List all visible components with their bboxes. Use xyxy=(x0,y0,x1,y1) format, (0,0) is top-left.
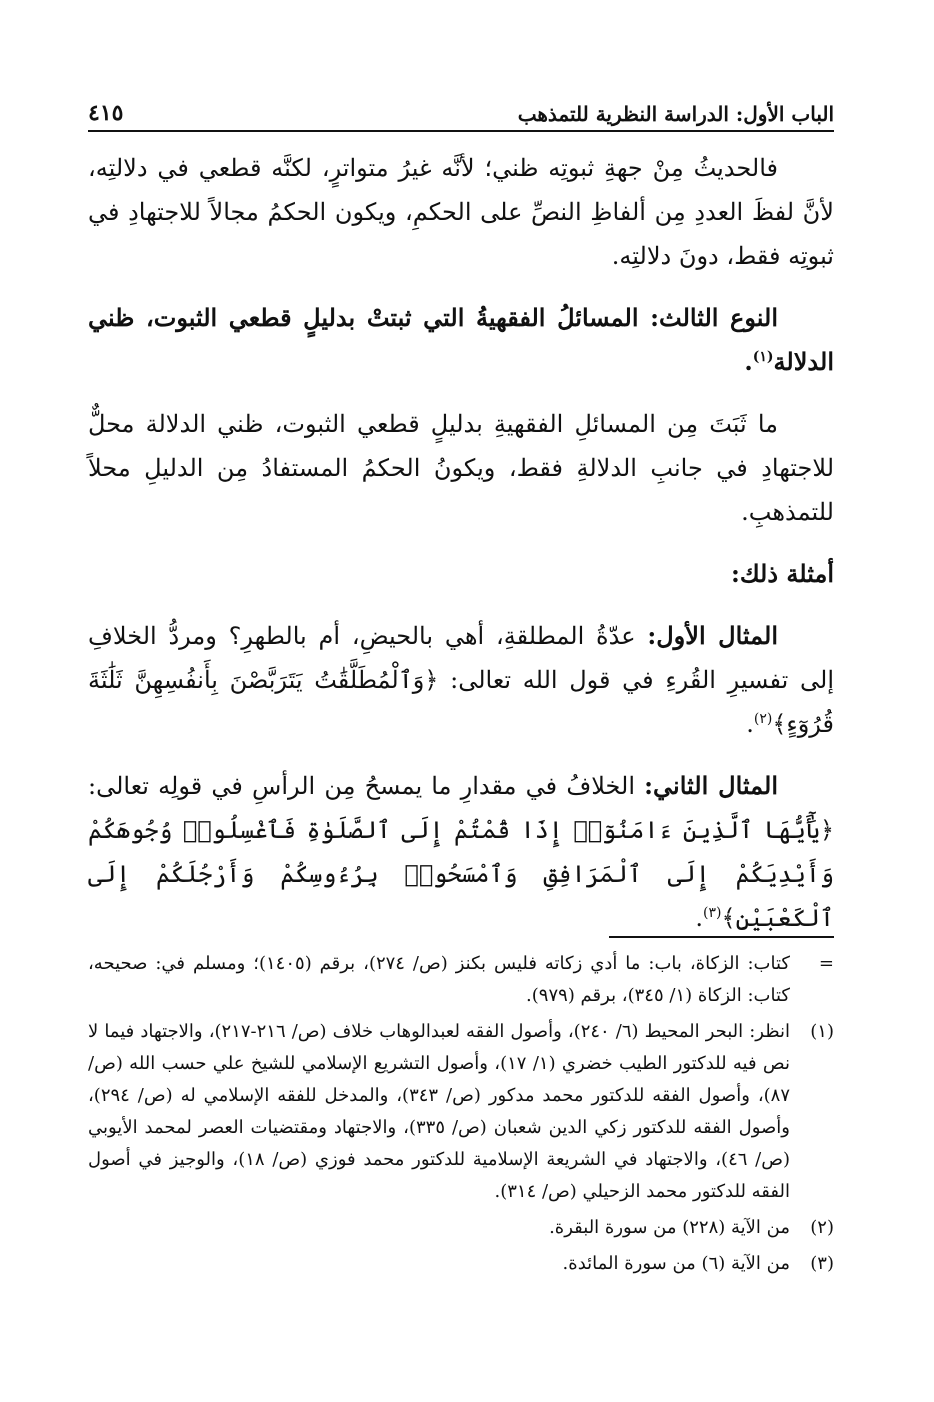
footnote-mark: = xyxy=(818,953,834,974)
footnote-mark: (٢) xyxy=(810,1217,834,1238)
example-1-end: . xyxy=(746,710,754,738)
footnote-ref-2: (٢) xyxy=(753,711,773,727)
example-2-lead: المثال الثاني: xyxy=(644,771,778,800)
example-1-text: عدّةُ المطلقةِ، أهي بالحيضِ، أم بالطهرِ؟ ومردُّ الخلافِ إلى تفسيرِ القُرءِ في قول الله تعالى: xyxy=(88,622,834,694)
footnote-text: كتاب: الزكاة، باب: ما أدي زكاته فليس بكنز (ص/ ٢٧٤)، برقم (١٤٠٥)؛ ومسلم في: صحيحه، كتاب: الزكاة (١/ ٣٤٥)، برقم (٩٧٩). xyxy=(88,953,790,1006)
page-number: ٤١٥ xyxy=(88,100,124,126)
quran-verse-2: ﴿يَٰٓأَيُّهَا ٱلَّذِينَ ءَامَنُوٓا۟ إِذَا قُمْتُمْ إِلَى ٱلصَّلَوٰةِ فَٱغْسِلُوا۟ وُجُوهَكُمْ وَأَيْدِيَكُمْ إِلَى ٱلْمَرَافِقِ وَٱمْسَحُوا۟ بِرُءُوسِكُمْ وَأَرْجُلَكُمْ إِلَى ٱلْكَعْبَيْنِ﴾ xyxy=(88,816,834,932)
running-header xyxy=(88,92,834,126)
footnote-text: من الآية (٦) من سورة المائدة. xyxy=(562,1253,790,1274)
footnote-rule xyxy=(609,936,834,938)
example-1 xyxy=(88,614,834,746)
footnote-mark: (١) xyxy=(810,1021,834,1042)
heading-end: . xyxy=(744,347,753,376)
example-2-end: . xyxy=(695,904,704,932)
footnote-text: من الآية (٢٢٨) من سورة البقرة. xyxy=(549,1217,790,1238)
section-heading xyxy=(88,296,834,384)
main-text xyxy=(88,146,834,958)
footnotes xyxy=(88,948,834,1284)
examples-label: أمثلة ذلك: xyxy=(730,559,834,588)
example-1-lead: المثال الأول: xyxy=(647,621,779,650)
footnote-1 xyxy=(88,1016,834,1208)
quran-verse-1: ﴿وَٱلْمُطَلَّقَٰتُ يَتَرَبَّصْنَ بِأَنفُسِهِنَّ ثَلَٰثَةَ قُرُوٓءٍ﴾ xyxy=(88,666,834,738)
footnote-continued xyxy=(88,948,834,1012)
footnote-2 xyxy=(88,1212,834,1244)
paragraph-1: فالحديثُ مِنْ جهةِ ثبوتِه ظني؛ لأنَّه غيرُ متواترٍ، لكنَّه قطعي في دلالتِه، لأنَّ لفظَ العددِ مِن ألفاظِ النصِّ على الحكمِ، ويكون الحكمُ مجالاً للاجتهادِ في ثبوتِه فقط، دونَ دلالتِه. xyxy=(88,154,834,270)
footnote-ref-3: (٣) xyxy=(703,905,722,921)
footnote-text: انظر: البحر المحيط (٦/ ٢٤٠)، وأصول الفقه لعبدالوهاب خلاف (ص/ ٢١٦-٢١٧)، والاجتهاد فيما لا نص فيه للدكتور الطيب خضري (١/ ١٧)، وأصول التشريع الإسلامي للشيخ علي حسب الله (ص/ ٨٧)، وأصول الفقه للدكتور محمد مدكور (ص/ ٣٤٣)، والمدخل للفقه الإسلامي له (ص/ ٢٩٤)، وأصول الفقه للدكتور زكي الدين شعبان (ص/ ٣٣٥)، والاجتهاد ومقتضيات العصر لمحمد الأيوبي (ص/ ٤٦)، والاجتهاد في الشريعة الإسلامية للدكتور محمد فوزي (ص/ ١٨)، والوجيز في أصول الفقه للدكتور محمد الزحيلي (ص/ ٣١٤). xyxy=(88,1021,791,1202)
paragraph-3: ما ثَبَتَ مِن المسائلِ الفقهيةِ بدليلٍ قطعي الثبوت، ظني الدلالة محلٌّ للاجتهادِ في جانبِ الدلالةِ فقط، ويكونُ الحكمُ المستفادُ مِن الدليلِ محلاً للتمذهبِ. xyxy=(88,410,835,526)
running-title: الباب الأول: الدراسة النظرية للتمذهب xyxy=(517,102,834,126)
footnote-mark: (٣) xyxy=(810,1253,834,1274)
footnote-3 xyxy=(88,1248,834,1280)
example-2-text: الخلافُ في مقدارِ ما يمسحُ مِن الرأسِ في قولِه تعالى: xyxy=(88,772,645,800)
heading-text: النوع الثالث: المسائلُ الفقهيةُ التي ثبتتْ بدليلٍ قطعي الثبوت، ظني الدلالة xyxy=(88,303,834,376)
example-2 xyxy=(88,764,834,940)
header-rule xyxy=(88,130,834,132)
footnote-ref-1: (١) xyxy=(752,349,774,365)
